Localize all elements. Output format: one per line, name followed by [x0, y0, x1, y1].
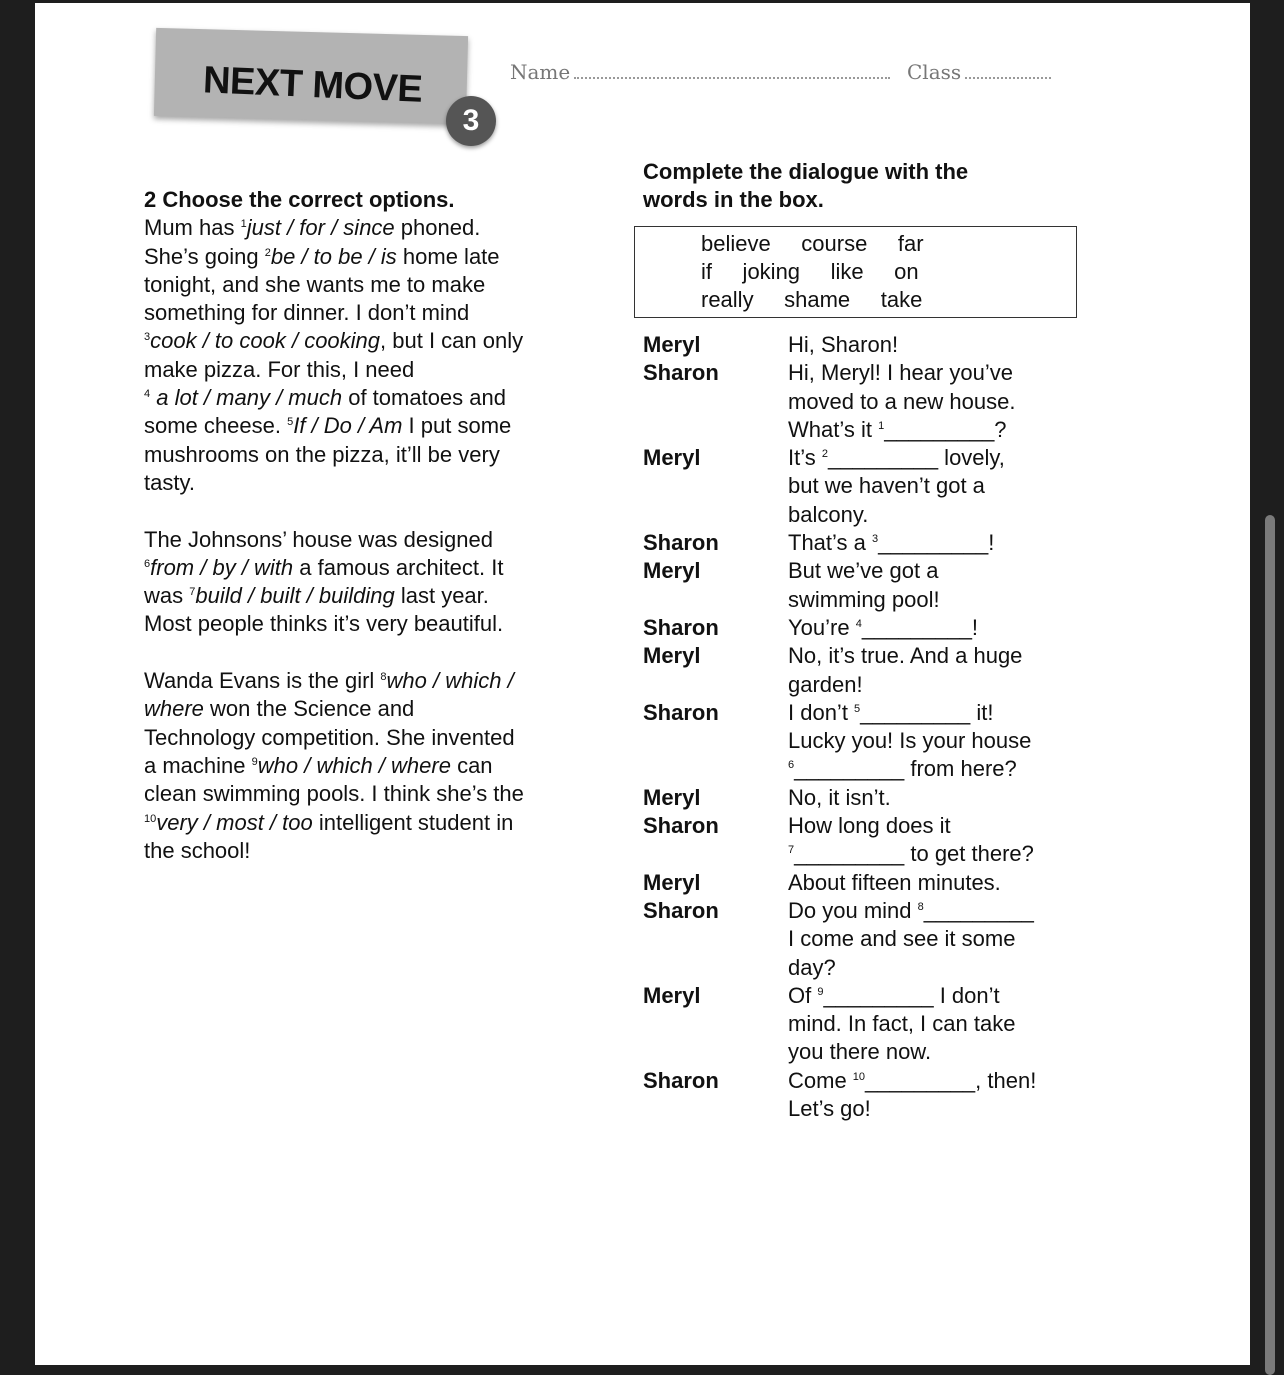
- text-segment: The Johnsons’ house was designed: [144, 526, 493, 552]
- item-number: 7: [189, 586, 196, 599]
- text-segment: Most people thinks it’s very beautiful.: [144, 611, 504, 637]
- dialogue-turn: [643, 897, 1036, 982]
- text-line: [144, 412, 524, 440]
- text-segment: mushrooms on the pizza, it’ll be very: [144, 441, 500, 467]
- text-line: [788, 699, 1031, 727]
- dialogue-turn: [643, 444, 1036, 529]
- text-segment: was: [144, 583, 190, 609]
- text-line: [788, 982, 1015, 1010]
- text-line: [788, 954, 1034, 982]
- scrollbar-thumb[interactable]: [1265, 515, 1275, 1375]
- item-number: 6: [788, 759, 795, 772]
- item-number: 9: [817, 985, 824, 998]
- word-box-row: really shame take: [701, 287, 923, 312]
- text-line: [788, 557, 940, 585]
- text-line: [788, 1038, 1015, 1066]
- speaker-text: [788, 359, 1015, 444]
- text-segment: Wanda Evans is the girl: [144, 668, 381, 694]
- exercise-3-title: [643, 158, 968, 215]
- text-segment: Lucky you! Is your house: [788, 728, 1032, 754]
- speaker-name: Meryl: [643, 784, 701, 810]
- speaker-name: Sharon: [643, 813, 719, 839]
- class-label: Class: [907, 60, 962, 84]
- text-line: [788, 586, 940, 614]
- text-line: [144, 724, 524, 752]
- text-segment: It’s: [788, 445, 822, 471]
- answer-options: who / which / where: [257, 752, 451, 778]
- item-number: 5: [854, 702, 861, 715]
- answer-blank: _________ lovely,: [827, 445, 1005, 471]
- text-segment: a famous architect. It: [293, 554, 504, 580]
- speaker-text: [788, 897, 1034, 982]
- speaker-text: [788, 982, 1015, 1067]
- speaker-name: Sharon: [643, 1067, 719, 1093]
- text-line: [788, 1095, 1036, 1123]
- text-line: [788, 444, 1005, 472]
- text-segment: Technology competition. She invented: [144, 724, 515, 750]
- text-line: [144, 554, 524, 582]
- text-line: [788, 614, 978, 642]
- speaker-text: [788, 331, 898, 359]
- dialogue-turn: [643, 642, 1036, 699]
- name-dotted-line: [574, 61, 890, 79]
- text-segment: some cheese.: [144, 413, 288, 439]
- text-segment: You’re: [788, 614, 856, 640]
- text-segment: Hi, Sharon!: [788, 332, 899, 357]
- answer-options: build / built / building: [195, 583, 395, 609]
- text-line: [788, 388, 1015, 416]
- text-line: [144, 582, 524, 610]
- speaker-text: [788, 642, 1022, 699]
- exercise-3-title-line: words in the box.: [643, 187, 824, 213]
- text-line: [788, 331, 898, 359]
- item-number: 8: [917, 900, 924, 913]
- text-segment: I put some: [402, 413, 512, 439]
- speaker-text: [788, 1067, 1036, 1124]
- text-segment: a machine: [144, 752, 252, 778]
- class-field[interactable]: [907, 60, 1051, 84]
- text-segment: clean swimming pools. I think she’s the: [144, 781, 524, 807]
- exercise-2-title: 2 Choose the correct options.: [144, 187, 455, 212]
- dialogue-turn: [643, 331, 1036, 359]
- text-segment: Of: [788, 982, 818, 1008]
- dialogue-turn: [643, 359, 1036, 444]
- answer-options: cook / to cook / cooking: [150, 328, 381, 354]
- text-segment: the school!: [144, 837, 251, 863]
- text-line: [144, 639, 524, 667]
- text-line: [144, 441, 524, 469]
- speaker-text: [788, 812, 1034, 869]
- answer-options: very / most / too: [156, 809, 313, 835]
- item-number: 2: [821, 448, 828, 461]
- item-number: 3: [871, 533, 879, 546]
- text-line: [144, 809, 524, 837]
- name-label: Name: [510, 60, 571, 84]
- text-line: [788, 840, 1034, 868]
- text-line: [788, 784, 891, 812]
- answer-blank: _________, then!: [865, 1067, 1037, 1093]
- text-line: [144, 271, 524, 299]
- speaker-name: Meryl: [643, 445, 701, 471]
- text-line: [788, 671, 1022, 699]
- word-box: [634, 226, 1077, 318]
- answer-blank: _________ it!: [860, 699, 994, 725]
- text-line: [788, 869, 1001, 897]
- item-number: 6: [144, 557, 151, 570]
- text-line: [788, 1010, 1015, 1038]
- text-line: [144, 610, 524, 638]
- text-line: [144, 299, 524, 327]
- dialogue-turn: [643, 1067, 1036, 1124]
- answer-blank: _________ from here?: [794, 756, 1017, 782]
- item-number: 3: [144, 331, 151, 344]
- text-line: [788, 727, 1031, 755]
- text-segment: That’s a: [788, 530, 872, 556]
- text-segment: No, it’s true. And a huge: [788, 643, 1023, 669]
- text-segment: you there now.: [788, 1039, 932, 1065]
- text-segment: balcony.: [788, 501, 869, 527]
- text-segment: About fifteen minutes.: [788, 869, 1001, 895]
- speaker-text: [788, 869, 1001, 897]
- dialogue-turn: [643, 557, 1036, 614]
- speaker-name: Meryl: [643, 332, 701, 357]
- text-segment: swimming pool!: [788, 586, 940, 612]
- speaker-text: [788, 699, 1031, 784]
- text-segment: , but I can only: [380, 328, 524, 354]
- text-segment: I don’t: [788, 699, 855, 725]
- item-number: 7: [788, 844, 795, 857]
- speaker-name: Sharon: [643, 360, 719, 386]
- answer-blank: _________: [923, 897, 1034, 923]
- item-number: 5: [287, 416, 294, 429]
- class-dotted-line: [965, 61, 1051, 79]
- text-segment: phoned.: [394, 215, 481, 241]
- text-segment: tasty.: [144, 469, 195, 495]
- answer-options: who / which /: [386, 668, 514, 694]
- answer-blank: _________ to get there?: [794, 841, 1034, 867]
- answer-options: from / by / with: [150, 554, 294, 580]
- answer-blank: _________!: [861, 614, 979, 640]
- speaker-text: [788, 529, 994, 557]
- speaker-name: Sharon: [643, 699, 719, 725]
- text-line: [144, 695, 524, 723]
- text-segment: garden!: [788, 671, 863, 697]
- text-line: [144, 667, 524, 695]
- text-line: [144, 327, 524, 355]
- level-badge: 3: [446, 96, 496, 146]
- text-segment: of tomatoes and: [342, 385, 506, 411]
- text-line: [144, 356, 524, 384]
- dialogue-turn: [643, 699, 1036, 784]
- dialogue-turn: [643, 812, 1036, 869]
- speaker-name: Sharon: [643, 530, 719, 556]
- text-segment: Do you mind: [788, 897, 918, 923]
- text-line: [788, 416, 1015, 444]
- text-segment: Come: [788, 1067, 853, 1093]
- answer-options: If / Do / Am: [293, 413, 403, 439]
- text-segment: Hi, Meryl! I hear you’ve: [788, 360, 1013, 386]
- text-segment: but we haven’t got a: [788, 473, 985, 499]
- dialogue-turn: [643, 614, 1036, 642]
- item-number: 1: [878, 419, 885, 432]
- text-line: [788, 529, 994, 557]
- text-line: [788, 812, 1034, 840]
- text-line: [144, 752, 524, 780]
- text-line: [144, 837, 524, 865]
- dialogue: [643, 331, 1036, 1123]
- text-line: [144, 469, 524, 497]
- dialogue-turn: [643, 784, 1036, 812]
- text-line: [144, 384, 524, 412]
- text-line: [788, 1067, 1036, 1095]
- text-segment: intelligent student in: [312, 809, 514, 835]
- speaker-text: [788, 444, 1005, 529]
- speaker-name: Meryl: [643, 558, 701, 584]
- text-line: [788, 359, 1015, 387]
- item-number: 2: [264, 246, 271, 259]
- exercise-2-text: [144, 214, 524, 865]
- text-line: [144, 243, 524, 271]
- logo-text: NEXT MOVE: [202, 59, 424, 111]
- text-line: [788, 897, 1034, 925]
- text-line: [144, 526, 524, 554]
- answer-options: be / to be / is: [270, 243, 397, 269]
- item-number: 9: [251, 755, 258, 768]
- text-segment: But we’ve got a: [788, 558, 939, 584]
- text-segment: mind. In fact, I can take: [788, 1011, 1016, 1037]
- item-number: 8: [380, 671, 387, 684]
- answer-blank: _________!: [878, 530, 995, 556]
- exercise-2: [144, 186, 524, 865]
- word-box-row: believe course far: [701, 231, 924, 256]
- text-line: [788, 925, 1034, 953]
- text-line: [788, 755, 1031, 783]
- text-segment: make pizza. For this, I need: [144, 356, 415, 382]
- item-number: 10: [852, 1070, 866, 1083]
- speaker-name: Meryl: [643, 869, 701, 895]
- text-segment: No, it isn’t.: [788, 784, 891, 810]
- item-number: 10: [144, 812, 157, 825]
- answer-options: a lot / many / much: [150, 385, 343, 411]
- answer-options: just / for / since: [246, 215, 395, 241]
- speaker-name: Meryl: [643, 982, 701, 1008]
- text-segment: Let’s go!: [788, 1096, 871, 1122]
- text-segment: day?: [788, 954, 836, 980]
- answer-blank: _________ I don’t: [823, 982, 1000, 1008]
- speaker-name: Sharon: [643, 897, 719, 923]
- text-segment: How long does it: [788, 813, 951, 839]
- word-box-row: if joking like on: [701, 259, 919, 284]
- speaker-text: [788, 784, 891, 812]
- text-segment: can: [450, 752, 493, 778]
- answer-blank: _________?: [884, 416, 1007, 442]
- text-line: [144, 214, 524, 242]
- item-number: 4: [144, 388, 151, 401]
- dialogue-turn: [643, 529, 1036, 557]
- text-segment: I come and see it some: [788, 926, 1016, 952]
- text-segment: tonight, and she wants me to make: [144, 271, 486, 297]
- speaker-text: [788, 614, 978, 642]
- name-field[interactable]: [510, 60, 890, 84]
- item-number: 1: [240, 218, 247, 231]
- speaker-text: [788, 557, 940, 614]
- text-segment: won the Science and: [203, 696, 415, 722]
- text-segment: home late: [396, 243, 500, 269]
- item-number: 4: [855, 617, 862, 630]
- text-segment: She’s going: [144, 243, 265, 269]
- speaker-name: Meryl: [643, 643, 701, 669]
- text-line: [788, 501, 1005, 529]
- text-line: [144, 780, 524, 808]
- text-line: [788, 642, 1022, 670]
- dialogue-turn: [643, 869, 1036, 897]
- text-line: [788, 472, 1005, 500]
- text-segment: Mum has: [144, 215, 241, 241]
- exercise-3-title-line: Complete the dialogue with the: [643, 159, 969, 184]
- text-segment: last year.: [394, 583, 489, 609]
- text-segment: moved to a new house.: [788, 388, 1016, 414]
- text-segment: What’s it: [788, 416, 879, 442]
- text-segment: something for dinner. I don’t mind: [144, 300, 470, 326]
- text-line: [144, 497, 524, 525]
- speaker-name: Sharon: [643, 614, 719, 640]
- answer-options: where: [144, 696, 204, 722]
- dialogue-turn: [643, 982, 1036, 1067]
